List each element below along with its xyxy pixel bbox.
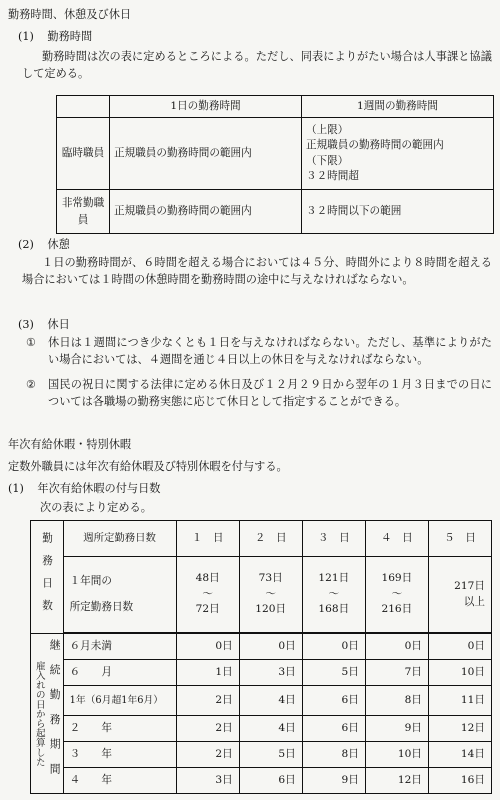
leave-days-cell: 0日 — [176, 634, 239, 660]
work-hours-table — [56, 95, 494, 234]
service-period-label: 継続勤務期間 — [48, 639, 62, 788]
leave-days-cell: 6日 — [302, 686, 365, 716]
table-cell-day: 正規職員の勤務時間の範囲内 — [110, 118, 302, 190]
leave-days-cell: 2日 — [176, 716, 239, 742]
leave-days-cell: 1日 — [176, 660, 239, 686]
annual-leave-table — [30, 520, 492, 794]
range-sep: ～ — [328, 587, 340, 600]
leave-days-cell: 5日 — [239, 742, 302, 768]
leave-days-cell: 4日 — [239, 716, 302, 742]
annual-range-cell — [365, 557, 428, 633]
section-title-leave: 年次有給休暇・特別休暇 — [8, 438, 132, 451]
table-header-week: 1週間の勤務時間 — [302, 96, 494, 118]
leave-days-cell: 2日 — [176, 742, 239, 768]
side-header-cell — [31, 521, 64, 634]
subsection-title: 休憩 — [47, 238, 70, 251]
leave-days-cell: 8日 — [302, 742, 365, 768]
service-period-row-label: ６ 月 — [63, 660, 176, 686]
service-period-row-label: ４ 年 — [63, 768, 176, 794]
leave-days-cell: 0日 — [302, 634, 365, 660]
range-max: 168日 — [318, 603, 350, 616]
subsection-number: (1) — [18, 30, 34, 43]
subsection-heading-work-hours — [18, 28, 92, 45]
leave-days-cell: 0日 — [428, 634, 491, 660]
week-limit-lower-label: （下限） — [306, 154, 349, 167]
annual-range-cell — [302, 557, 365, 633]
table-row-label-temporary: 臨時職員 — [57, 118, 110, 190]
leave-days-cell: 7日 — [365, 660, 428, 686]
leave-days-cell: 8日 — [365, 686, 428, 716]
leave-days-cell: 6日 — [302, 716, 365, 742]
subsection-heading-annual-leave — [8, 480, 161, 497]
annual-range-cell — [428, 557, 491, 633]
leave-days-cell: 9日 — [365, 716, 428, 742]
table-cell-day: 正規職員の勤務時間の範囲内 — [110, 190, 302, 234]
day-column-header: ２ 日 — [239, 521, 302, 557]
leave-days-cell: 12日 — [365, 768, 428, 794]
leave-days-cell: 3日 — [239, 660, 302, 686]
leave-days-cell: 4日 — [239, 686, 302, 716]
day-column-header: ３ 日 — [302, 521, 365, 557]
leave-days-cell: 5日 — [302, 660, 365, 686]
week-limit-upper-label: （上限） — [306, 123, 349, 136]
section-title-work-hours: 勤務時間、休憩及び休日 — [8, 8, 132, 21]
table-cell-week — [302, 118, 494, 190]
subsection-title: 休日 — [47, 318, 70, 331]
table-header-day: 1日の勤務時間 — [110, 96, 302, 118]
side-header-label: 勤務日数 — [41, 531, 53, 623]
day-column-header: ４ 日 — [365, 521, 428, 557]
range-max: 216日 — [381, 603, 413, 616]
service-period-row-label: ６月未満 — [63, 634, 176, 660]
subsection-number: (2) — [18, 238, 34, 251]
leave-days-cell: 10日 — [365, 742, 428, 768]
paragraph-work-hours: 勤務時間は次の表に定めるところによる。ただし、同表によりがたい場合は人事課と協議して定める。 — [22, 50, 492, 81]
leave-days-cell: 0日 — [239, 634, 302, 660]
annual-days-label-line1: １年間の — [69, 575, 112, 588]
annual-days-label-line2: 所定勤務日数 — [69, 600, 134, 613]
leave-days-cell: 11日 — [428, 686, 491, 716]
leave-days-cell: 3日 — [176, 768, 239, 794]
range-min: 121日 — [318, 571, 350, 584]
holiday-item-1 — [22, 334, 492, 369]
service-period-row-label: 1年（6月超1年6月） — [63, 686, 176, 716]
range-min: 48日 — [195, 571, 220, 584]
week-limit-upper-value: 正規職員の勤務時間の範囲内 — [306, 139, 444, 152]
paragraph-annual-leave: 次の表により定める。 — [40, 501, 152, 514]
subsection-number: (1) — [8, 482, 24, 495]
holiday-item-2 — [22, 376, 492, 411]
item-text: 休日は１週間につき少なくとも１日を与えなければならない。ただし、基準によりがたい場合においては、４週間を通じ４日以上の休日を与えなければならない。 — [48, 336, 492, 367]
range-min: 169日 — [381, 571, 413, 584]
week-limit-lower-value: ３２時間超 — [306, 169, 359, 182]
annual-range-cell — [176, 557, 239, 633]
table-cell-week: ３２時間以下の範囲 — [302, 190, 494, 234]
range-max: 120日 — [255, 603, 287, 616]
range-min: 217日 — [454, 579, 485, 592]
item-marker: ② — [26, 378, 37, 391]
range-max: 72日 — [195, 603, 220, 616]
service-period-sublabel: 雇入れの日から起算した — [33, 660, 45, 767]
subsection-number: (3) — [18, 318, 34, 331]
paragraph-break: １日の勤務時間が、６時間を超える場合においては４５分、時間外により８時間を超える場合においては１時間の休憩時間を勤務時間の途中に与えなければならない。 — [22, 256, 492, 287]
service-period-header-cell — [31, 634, 64, 794]
table-corner-cell — [57, 96, 110, 118]
subsection-title: 年次有給休暇の付与日数 — [37, 482, 161, 495]
subsection-heading-break — [18, 236, 70, 253]
range-sep: ～ — [202, 587, 213, 600]
range-sep: 以上 — [463, 595, 485, 608]
service-period-header — [31, 636, 63, 792]
service-period-row-label: ３ 年 — [63, 742, 176, 768]
range-min: 73日 — [258, 571, 283, 584]
paragraph-leave-intro: 定数外職員には年次有給休暇及び特別休暇を付与する。 — [8, 460, 288, 473]
annual-range-cell — [239, 557, 302, 633]
leave-days-cell: 2日 — [176, 686, 239, 716]
range-sep: ～ — [265, 587, 276, 600]
service-period-row-label: ２ 年 — [63, 716, 176, 742]
leave-days-cell: 14日 — [428, 742, 491, 768]
subsection-title: 勤務時間 — [47, 30, 93, 43]
leave-days-cell: 6日 — [239, 768, 302, 794]
subsection-heading-holidays — [18, 316, 70, 333]
leave-days-cell: 9日 — [302, 768, 365, 794]
range-sep: ～ — [391, 587, 403, 600]
leave-days-cell: 16日 — [428, 768, 491, 794]
leave-days-cell: 12日 — [428, 716, 491, 742]
corner-header-cell: 週所定勤務日数 — [63, 521, 176, 557]
leave-days-cell: 0日 — [365, 634, 428, 660]
leave-days-cell: 10日 — [428, 660, 491, 686]
item-marker: ① — [26, 336, 37, 349]
annual-days-label-cell — [63, 557, 176, 633]
day-column-header: ５ 日 — [428, 521, 491, 557]
item-text: 国民の祝日に関する法律に定める休日及び１２月２９日から翌年の１月３日までの日については各職場の勤務実態に応じて休日として指定することができる。 — [48, 378, 492, 409]
day-column-header: １ 日 — [176, 521, 239, 557]
table-row-label-part-time: 非常勤職員 — [57, 190, 110, 234]
